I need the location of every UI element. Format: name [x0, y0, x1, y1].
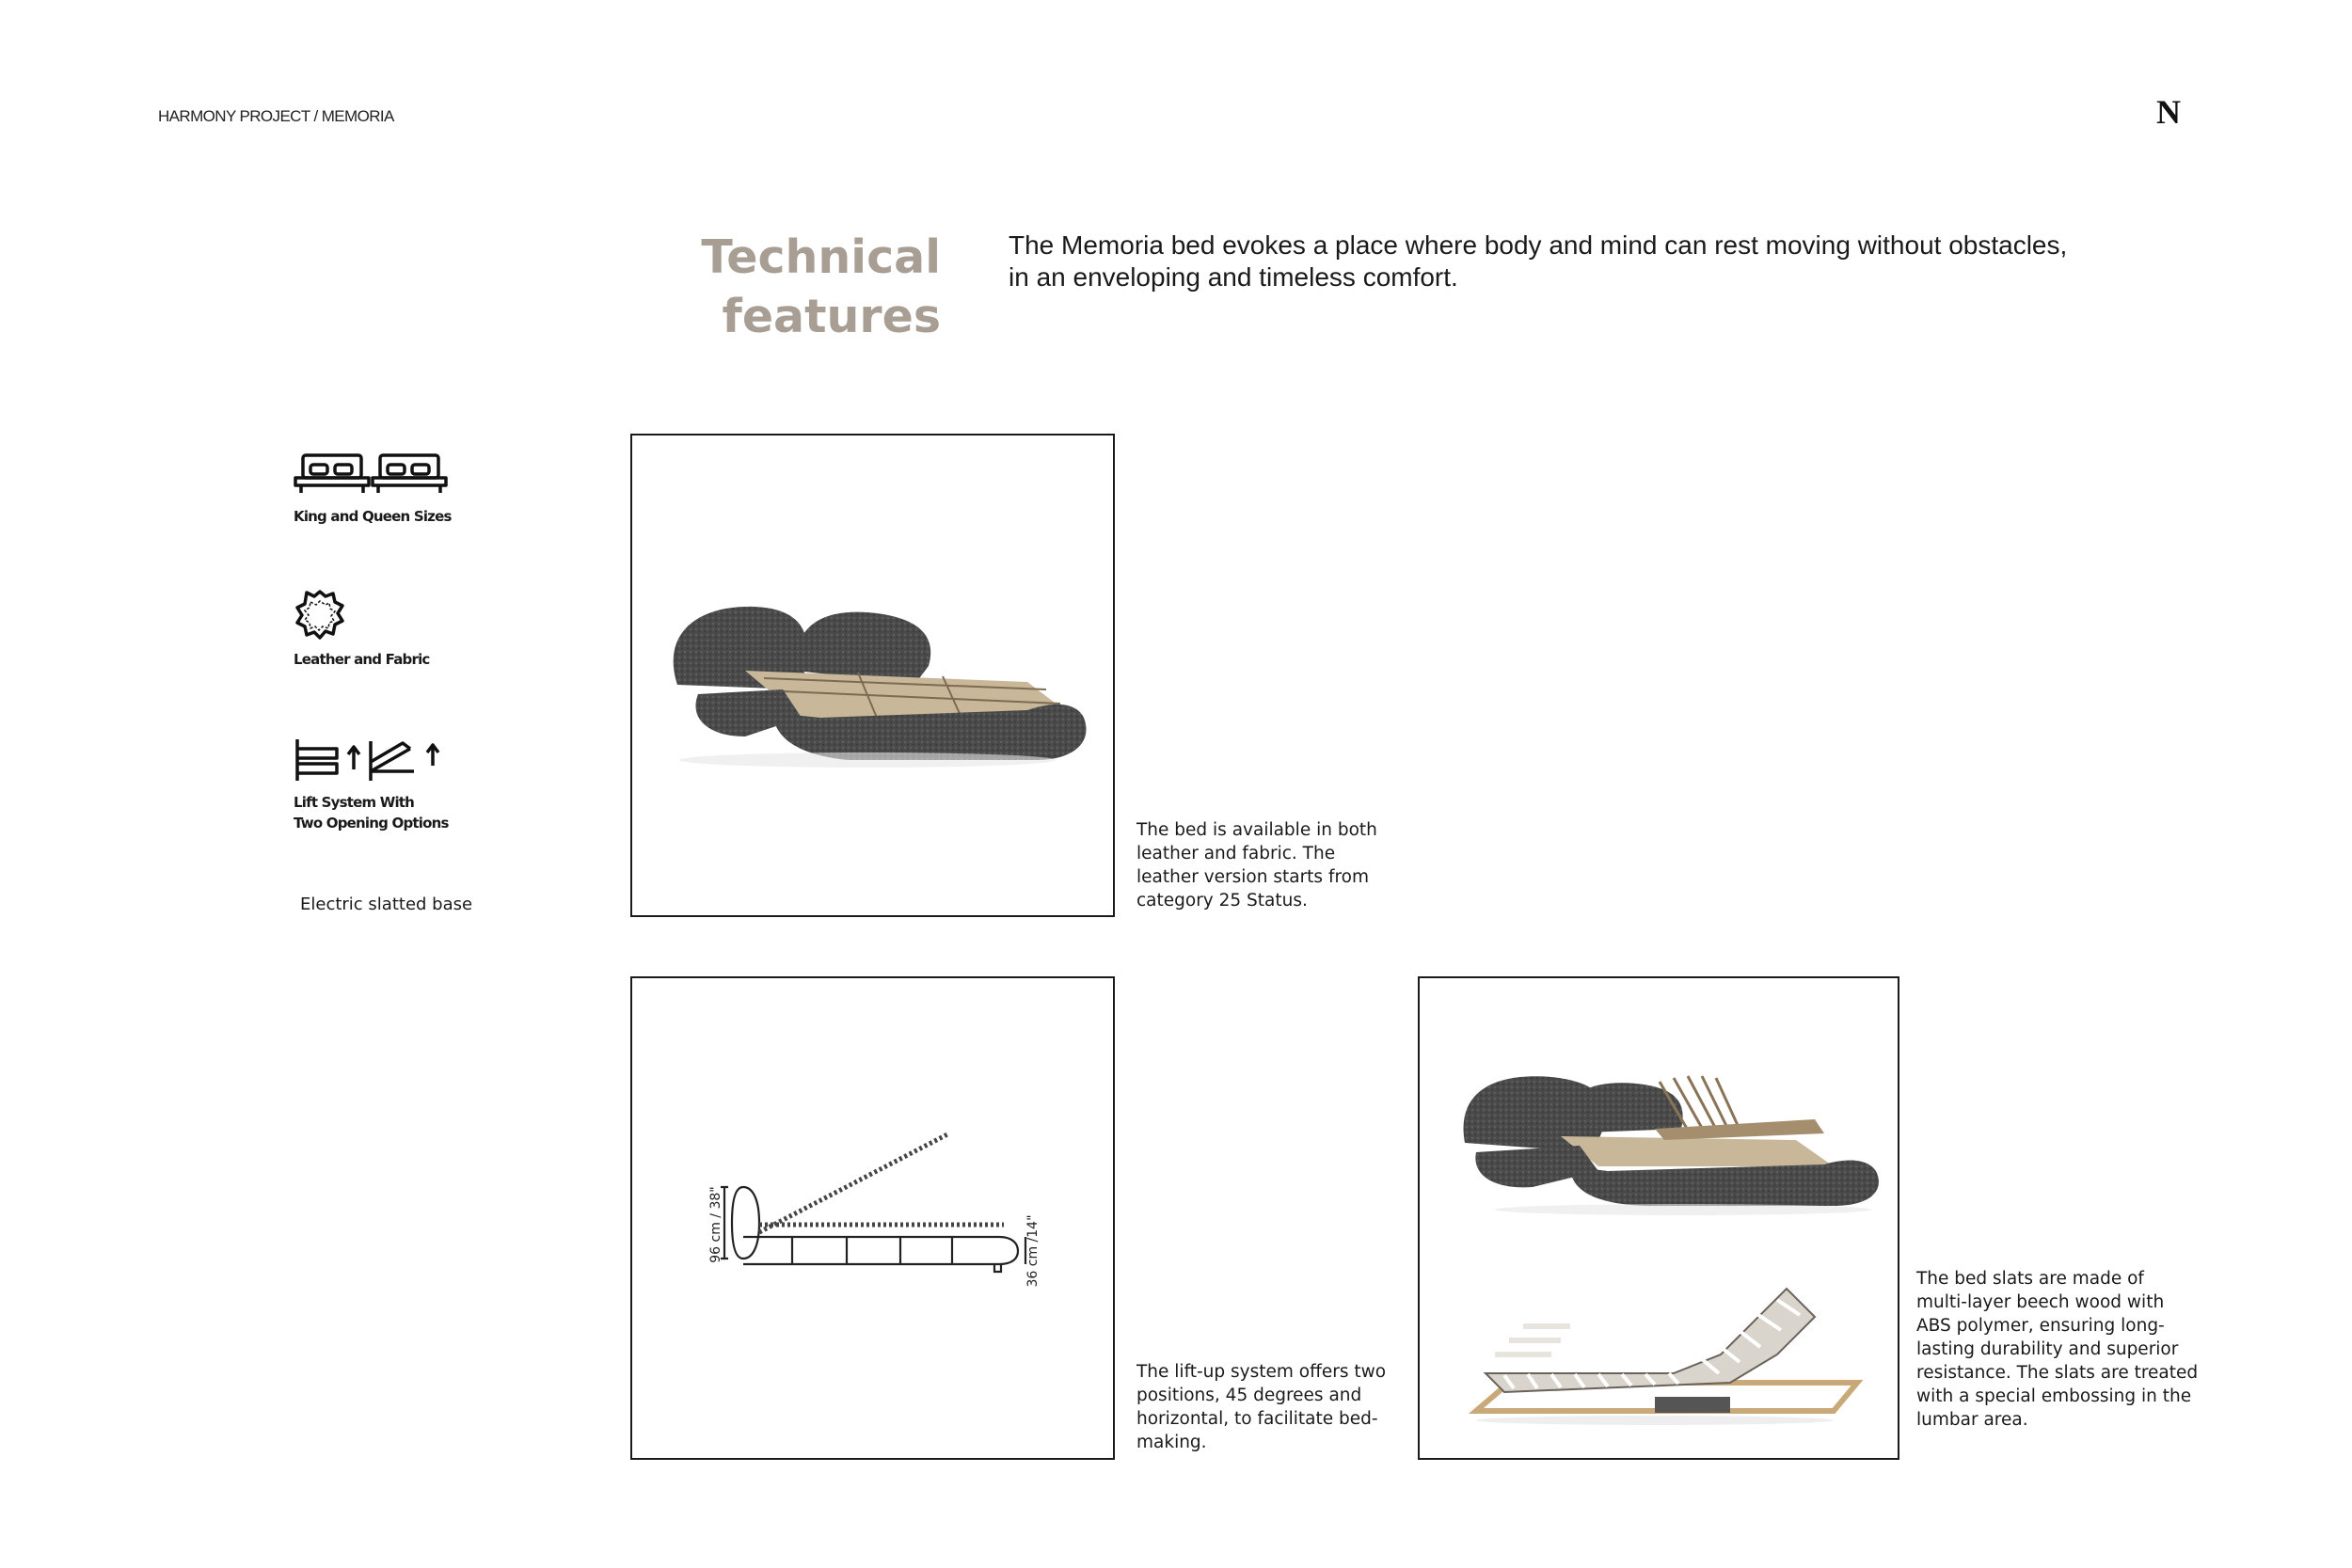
intro-line-2: in an enveloping and timeless comfort. [1009, 262, 1458, 292]
double-bed-icon [294, 450, 453, 497]
section-title-line-1: Technical [701, 230, 941, 284]
height-dimension: 96 cm / 38" [708, 1186, 723, 1263]
caption-line: ABS polymer, ensuring long- [1916, 1316, 2165, 1336]
brand-logo: N [2156, 93, 2181, 131]
caption-line: lumbar area. [1916, 1410, 2028, 1430]
feature-materials [294, 589, 538, 670]
bed-photo [632, 436, 1113, 915]
lift-diagram [632, 978, 1113, 1458]
lift-system-icon [294, 736, 444, 784]
intro-line-1: The Memoria bed evokes a place where body and mind can rest moving without obstacles, [1009, 230, 2068, 260]
caption-line: The lift-up system offers two [1136, 1362, 1387, 1382]
feature-label-sizes: King and Queen Sizes [294, 508, 452, 525]
caption-line: positions, 45 degrees and [1136, 1386, 1362, 1405]
feature-label-lift-line-2: Two Opening Options [294, 815, 449, 832]
caption-line: The bed slats are made of [1916, 1269, 2144, 1289]
feature-electric-base: Electric slatted base [300, 895, 473, 914]
caption-line: horizontal, to facilitate bed- [1136, 1409, 1378, 1429]
caption-materials [1136, 818, 1419, 912]
section-title-line-2: features [722, 290, 941, 343]
slatted-base-photo [1420, 978, 1898, 1458]
caption-line: leather version starts from [1136, 867, 1370, 887]
lift-diagram-frame [630, 976, 1115, 1460]
section-title [659, 228, 941, 346]
breadcrumb: HARMONY PROJECT / MEMORIA [158, 107, 394, 125]
caption-line: multi-layer beech wood with [1916, 1292, 2165, 1312]
base-height-dimension: 36 cm /14" [1025, 1214, 1041, 1288]
leather-hide-icon [294, 589, 346, 641]
feature-label-lift-line-1: Lift System With [294, 794, 415, 811]
intro-text [1009, 230, 2090, 293]
feature-lift-system [294, 736, 538, 833]
slatted-base-frame [1418, 976, 1899, 1460]
caption-slats [1916, 1267, 2199, 1432]
caption-line: The bed is available in both [1136, 820, 1377, 840]
caption-lift [1136, 1360, 1409, 1454]
caption-line: resistance. The slats are treated [1916, 1363, 2199, 1383]
caption-line: lasting durability and superior [1916, 1339, 2179, 1359]
feature-sizes [294, 450, 538, 527]
caption-line: leather and fabric. The [1136, 844, 1336, 863]
caption-line: making. [1136, 1433, 1207, 1452]
caption-line: with a special embossing in the [1916, 1386, 2192, 1406]
caption-line: category 25 Status. [1136, 891, 1308, 911]
bed-photo-frame [630, 434, 1115, 917]
feature-label-materials: Leather and Fabric [294, 651, 430, 668]
